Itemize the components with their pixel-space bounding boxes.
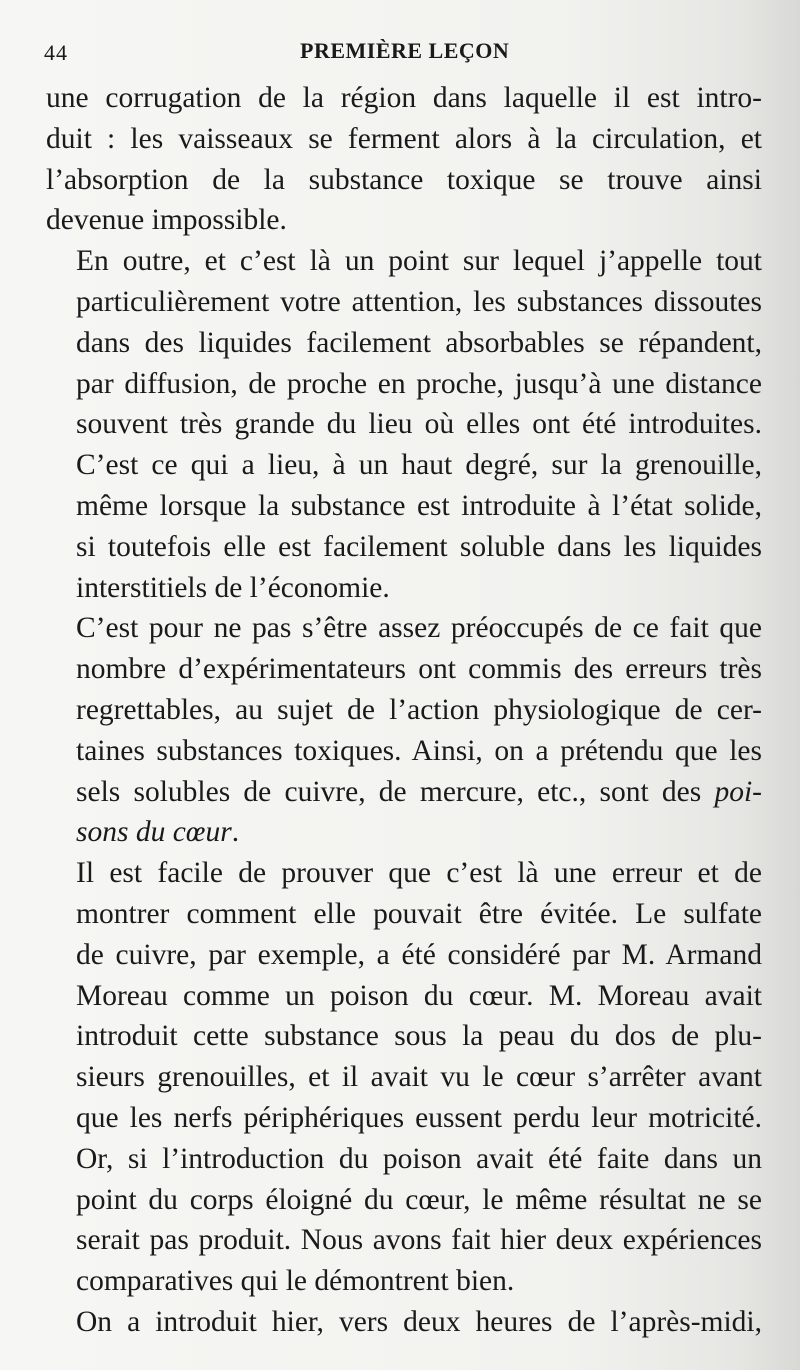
text-segment: sels solubles de cuivre, de mercure, etc., sont des (76, 775, 702, 808)
text-line: regrettables, au sujet de l’action physiologique de cer- (76, 693, 762, 726)
text-line: par diffusion, de proche en proche, jusqu’à une distance (76, 367, 762, 400)
text-line-with-italic (46, 772, 762, 813)
text-line: montrer comment elle pouvait être évitée. Le sulfate (76, 897, 762, 930)
text-line: de cuivre, par exemple, a été considéré par M. Armand (76, 938, 762, 971)
text-line: devenue impossible. (46, 204, 287, 237)
italic-segment: sons du cœur (76, 816, 232, 849)
text-line: comparatives qui le démontrent bien. (76, 1265, 515, 1298)
paragraph-1 (46, 78, 762, 241)
text-line: C’est pour ne pas s’être assez préoccupés de ce fait que (76, 612, 762, 645)
text-line: duit : les vaisseaux se ferment alors à la circulation, et (46, 122, 762, 155)
text-line: que les nerfs périphériques eussent perdu leur motricité. (76, 1101, 762, 1134)
text-line: nombre d’expérimentateurs ont commis des erreurs très (76, 653, 762, 686)
text-line: particulièrement votre attention, les substances dissoutes (76, 285, 762, 318)
paragraph-3 (46, 608, 762, 853)
text-line: une corrugation de la région dans laquelle il est intro- (46, 82, 762, 114)
punctuation: . (231, 816, 240, 849)
paragraph-5 (46, 1302, 762, 1343)
italic-segment: poi- (714, 775, 762, 808)
text-line: dans des liquides facilement absorbables se répandent, (76, 326, 762, 359)
text-line: En outre, et c’est là un point sur lequel j’appelle tout (76, 245, 762, 278)
running-title: PREMIÈRE LEÇON (300, 38, 510, 63)
page-header (44, 32, 760, 66)
text-line: Or, si l’introduction du poison avait été faite dans un (76, 1142, 762, 1175)
text-line: l’absorption de la substance toxique se trouve ainsi (46, 163, 762, 196)
text-line-with-italic (46, 812, 762, 853)
body-text (46, 78, 762, 1343)
text-line: sieurs grenouilles, et il avait vu le cœur s’arrêter avant (76, 1061, 762, 1094)
text-line: si toutefois elle est facilement soluble dans les liquides (76, 530, 762, 563)
paragraph-4 (46, 853, 762, 1302)
text-line: même lorsque la substance est introduite à l’état solide, (76, 489, 762, 522)
text-line: Il est facile de prouver que c’est là une erreur et de (76, 857, 762, 890)
text-line: interstitiels de l’économie. (76, 571, 390, 604)
paragraph-2 (46, 241, 762, 608)
text-line: introduit cette substance sous la peau du dos de plu- (76, 1020, 762, 1053)
page-number: 44 (44, 40, 68, 65)
text-line: On a introduit hier, vers deux heures de l’après-midi, (76, 1305, 762, 1338)
text-line: Moreau comme un poison du cœur. M. Moreau avait (76, 979, 762, 1012)
text-line: taines substances toxiques. Ainsi, on a prétendu que les (76, 734, 762, 767)
text-line: point du corps éloigné du cœur, le même résultat ne se (76, 1183, 762, 1216)
text-line: C’est ce qui a lieu, à un haut degré, sur la grenouille, (76, 449, 762, 482)
text-line: souvent très grande du lieu où elles ont été introduites. (76, 408, 762, 441)
text-line: serait pas produit. Nous avons fait hier deux expériences (76, 1224, 762, 1257)
